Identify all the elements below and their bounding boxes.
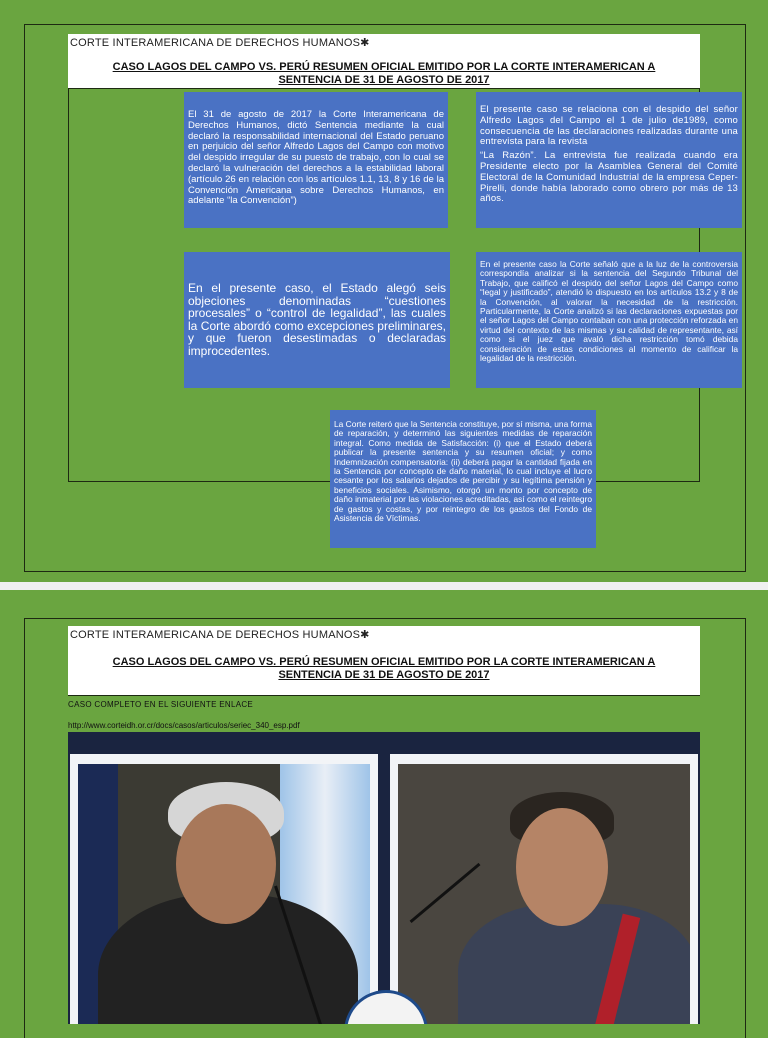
- case-title: [68, 61, 700, 87]
- summary-text: La Corte reiteró que la Sentencia constituye, por sí misma, una forma de reparación, y determinó las siguientes medidas de reparación integral. Como medida de Satisfacción: (i) que el Estado deberá publicar la presente sentencia y su resumen oficial; y como Indemnización compensatoria: (ii) deberá pagar la cantidad fijada en la Sentencia por concepto de daño material, lo cual incluye el lucro cesante por los salarios dejados de percibir y su legítima pensión y beneficios sociales. Asimismo, otorgó un monto por concepto de daño inmaterial por las violaciones acreditadas, así como el reintegro de gastos y costas, y por reintegro de los gastos del Fondo de Asistencia de Víctimas.: [334, 419, 592, 524]
- summary-text: En el presente caso la Corte señaló que a la luz de la controversia correspondía analizar si la sentencia del Segundo Tribunal del Trabajo, que calificó el despido del señor Lagos del Campo como “legal y justificado”, atendió lo dispuesto en los artículos 13.2 y 8 de la Convención, al valorar la necesidad de la restricción. Particularmente, la Corte analizó si las declaraciones expuestas por el señor Lagos del Campo contaban con una protección reforzada en virtud del contexto de las mismas y su calidad de representante, así como si el juez que avaló dicha restricción tomó debida consideración de estas condiciones al momento de calificar la legalidad de la restricción.: [480, 259, 738, 364]
- person-head: [516, 808, 608, 926]
- case-link[interactable]: http://www.corteidh.or.cr/docs/casos/articulos/seriec_340_esp.pdf: [68, 721, 300, 730]
- case-title-line-1: CASO LAGOS DEL CAMPO VS. PERÚ RESUMEN OFICIAL EMITIDO POR LA CORTE INTERAMERICAN A: [112, 656, 656, 668]
- slide-header: [68, 626, 700, 686]
- speaker-photo: [398, 764, 690, 1024]
- summary-box-objections: [184, 252, 450, 388]
- case-title: [68, 656, 700, 682]
- header-underline: [68, 686, 700, 696]
- person-head: [176, 804, 276, 924]
- summary-text: “La Razón”. La entrevista fue realizada cuando era Presidente electo por la Asamblea General del Comité Electoral de la Comunidad Industrial de la empresa Ceper-Pirelli, donde había laborado como obrero por más de 13 años.: [480, 150, 738, 205]
- link-label: CASO COMPLETO EN EL SIGUIENTE ENLACE: [68, 700, 254, 709]
- photo-panel-left: [70, 754, 378, 1024]
- slide-header: [68, 34, 700, 88]
- organization-name: CORTE INTERAMERICANA DE DERECHOS HUMANOS✱: [70, 37, 370, 49]
- summary-text: El 31 de agosto de 2017 la Corte Interamericana de Derechos Humanos, dictó Sentencia mediante la cual declaró la responsabilidad internacional del Estado peruano en perjuicio del señor Alfredo Lagos del Campo con motivo del despido irregular de su puesto de trabajo, con lo cual se declaró la vulneración del derechos a la estabilidad laboral (artículo 26 en relación con los artículos 1.1, 13, 8 y 16 de la Convención Americana sobre Derechos Humanos, en adelante “la Convención”): [188, 109, 444, 207]
- summary-text: El presente caso se relaciona con el despido del señor Alfredo Lagos del Campo el 1 de julio de1989, como consecuencia de las declaraciones realizadas durante una entrevista para la revista: [480, 104, 738, 148]
- case-title-line-1: CASO LAGOS DEL CAMPO VS. PERÚ RESUMEN OFICIAL EMITIDO POR LA CORTE INTERAMERICAN A: [112, 61, 656, 73]
- summary-box-analysis: [476, 252, 742, 388]
- summary-box-facts: [476, 92, 742, 228]
- microphone-icon: [410, 863, 481, 923]
- case-title-line-2: SENTENCIA DE 31 DE AGOSTO DE 2017: [278, 669, 490, 681]
- slide-divider: [0, 582, 768, 590]
- summary-box-reparations: [330, 410, 596, 548]
- slide-2: [0, 590, 768, 1024]
- case-title-line-2: SENTENCIA DE 31 DE AGOSTO DE 2017: [278, 74, 490, 86]
- summary-box-judgment: [184, 92, 448, 228]
- organization-name: CORTE INTERAMERICANA DE DERECHOS HUMANOS✱: [70, 629, 370, 641]
- victim-photo: [78, 764, 370, 1024]
- hearing-photo: [68, 732, 700, 1024]
- photo-panel-right: [390, 754, 698, 1024]
- summary-text: En el presente caso, el Estado alegó seis objeciones denominadas “cuestiones procesales” o “control de legalidad”, las cuales la Corte abordó como excepciones preliminares, y que fueron desestimadas o declaradas improcedentes.: [188, 281, 446, 358]
